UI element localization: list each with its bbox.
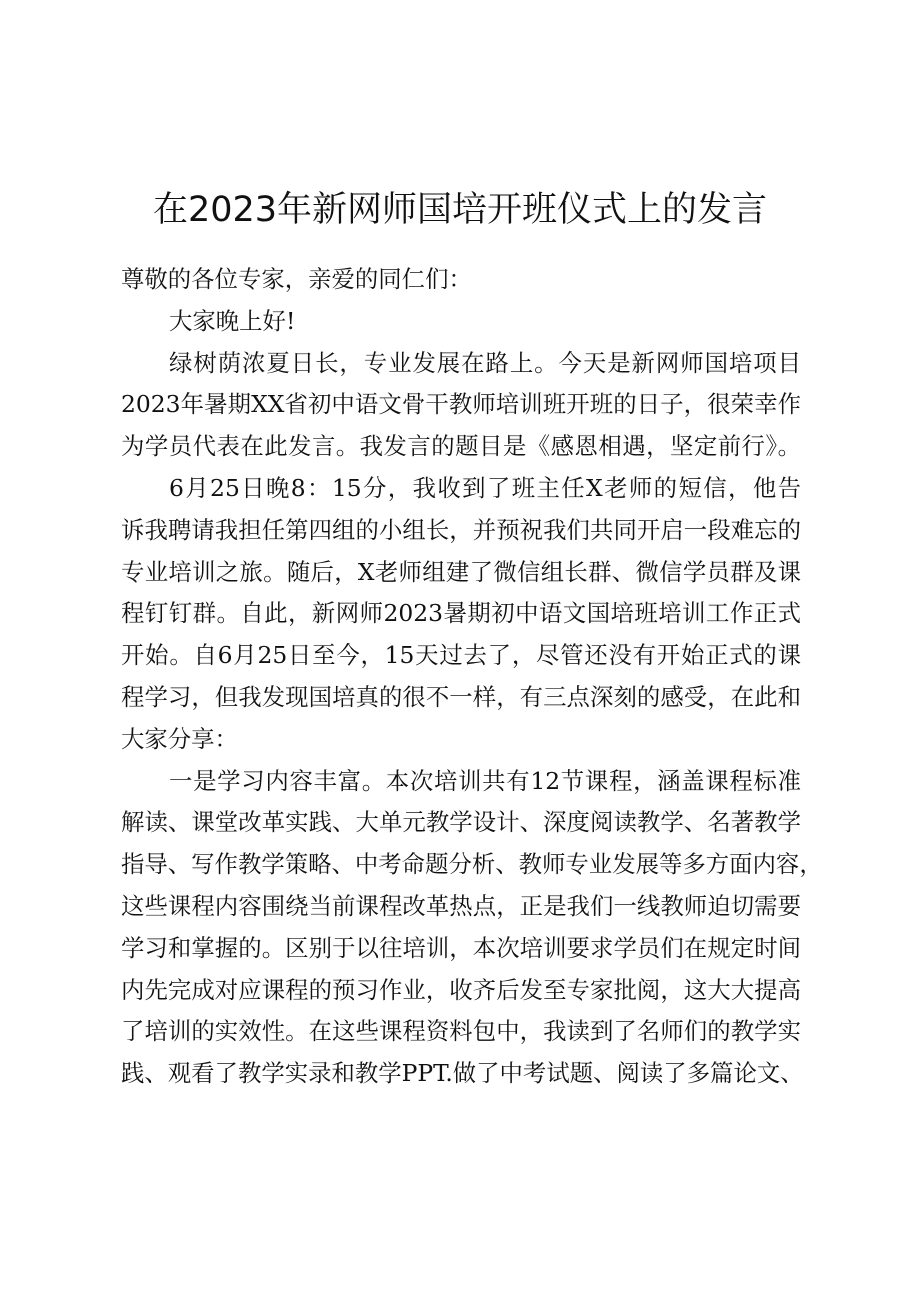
paragraph-line: 为学员代表在此发言。我发言的题目是《感恩相遇，坚定前行》。 [121,432,801,461]
paragraph-line: 一是学习内容丰富。本次培训共有12节课程，涵盖课程标准 [169,766,801,795]
paragraph-opening [121,343,801,468]
paragraph-line: 2023年暑期XX省初中语文骨干教师培训班开班的日子，很荣幸作 [121,390,801,419]
paragraph-line: 程学习，但我发现国培真的很不一样，有三点深刻的感受，在此和 [121,682,801,711]
paragraph-line: 绿树荫浓夏日长，专业发展在路上。今天是新网师国培项目 [169,348,801,377]
paragraph-line: 指导、写作教学策略、中考命题分析、教师专业发展等多方面内容， [121,850,823,879]
paragraph-line: 开始。自6月25日至今，15天过去了，尽管还没有开始正式的课 [121,641,801,670]
paragraph-line: 学习和掌握的。区别于以往培训，本次培训要求学员们在规定时间 [121,933,801,962]
paragraph-line: 大家分享： [121,724,238,753]
document-title: 在2023年新网师国培开班仪式上的发言 [152,190,768,230]
greeting-line: 大家晚上好! [169,306,296,335]
paragraph-line: 诉我聘请我担任第四组的小组长，并预祝我们共同开启一段难忘的 [121,515,801,544]
paragraph-line: 内先完成对应课程的预习作业，收齐后发至专家批阅，这大大提高 [121,975,801,1004]
salutation-line: 尊敬的各位专家，亲爱的同仁们： [121,265,472,293]
paragraph-line: 了培训的实效性。在这些课程资料包中，我读到了名师们的教学实 [121,1017,801,1046]
paragraph-line: 专业培训之旅。随后，X老师组建了微信组长群、微信学员群及课 [121,557,801,586]
paragraph-line: 6月25日晚8：15分，我收到了班主任X老师的短信，他告 [169,473,801,502]
paragraph-timeline [121,468,801,761]
document-body [121,259,823,1095]
paragraph-line: 践、观看了教学实录和教学PPT.做了中考试题、阅读了多篇论文、 [121,1059,804,1088]
paragraph-line: 解读、课堂改革实践、大单元教学设计、深度阅读教学、名著教学 [121,808,801,837]
paragraph-line: 这些课程内容围绕当前课程改革热点，正是我们一线教师迫切需要 [121,891,801,920]
paragraph-point-one [121,761,823,1095]
paragraph-line: 程钉钉群。自此，新网师2023暑期初中语文国培班培训工作正式 [121,599,801,628]
